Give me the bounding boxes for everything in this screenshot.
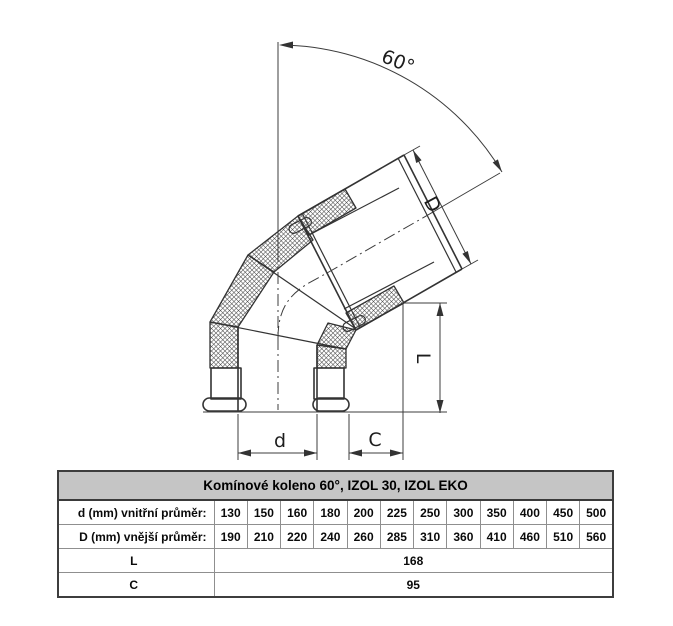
inner-diameter-dimension: [238, 414, 317, 460]
insulation-band-bottom-left: [210, 322, 238, 368]
arc-arrow-right: [493, 159, 502, 172]
angle-label: 60°: [378, 45, 418, 79]
insulation-band-middle-right: [317, 323, 356, 349]
value-cell: 400: [513, 500, 546, 525]
row-label: D (mm) vnější průměr:: [58, 525, 214, 549]
value-cell: 260: [347, 525, 380, 549]
spec-table: [57, 470, 614, 598]
bead-right: [313, 398, 349, 411]
value-cell: 500: [580, 500, 613, 525]
table-title-row: [58, 471, 613, 500]
table-row: [58, 500, 613, 525]
axis-centerline: [327, 212, 433, 273]
value-cell: 460: [513, 525, 546, 549]
value-cell: 150: [247, 500, 280, 525]
value-cell: 160: [281, 500, 314, 525]
value-cell: 180: [314, 500, 347, 525]
row-label: L: [58, 549, 214, 573]
length-dimension: [403, 303, 447, 460]
upper-pipe: [287, 155, 462, 333]
table-title: Komínové koleno 60°, IZOL 30, IZOL EKO: [58, 471, 613, 500]
value-cell: 350: [480, 500, 513, 525]
outer-diameter-label: D: [418, 192, 446, 217]
bead-left: [203, 398, 246, 411]
bend-centerline: [278, 273, 327, 338]
value-cell: 360: [447, 525, 480, 549]
collar-right: [314, 368, 344, 399]
value-cell: 220: [281, 525, 314, 549]
value-cell: 410: [480, 525, 513, 549]
row-label: d (mm) vnitřní průměr:: [58, 500, 214, 525]
value-cell: 285: [380, 525, 413, 549]
table-row: [58, 573, 613, 598]
value-cell: 250: [414, 500, 447, 525]
value-cell: 510: [547, 525, 580, 549]
upper-pipe-insulation-top: [298, 189, 356, 235]
value-cell: 240: [314, 525, 347, 549]
length-label: L: [412, 352, 434, 364]
miter-joint-2: [248, 255, 356, 329]
c-arrow-left: [349, 450, 362, 457]
table-row: [58, 549, 613, 573]
arc-arrow-left: [279, 42, 293, 49]
value-cell: 560: [580, 525, 613, 549]
value-cell: 210: [247, 525, 280, 549]
d-ext-top: [404, 146, 420, 155]
value-cell: 225: [380, 500, 413, 525]
inner-diameter-label: d: [273, 430, 287, 452]
id-arrow-left: [238, 450, 251, 457]
value-cell: 168: [214, 549, 613, 573]
elbow-body: [210, 216, 356, 368]
value-cell: 130: [214, 500, 247, 525]
id-arrow-right: [304, 450, 317, 457]
value-cell: 190: [214, 525, 247, 549]
collar-left: [211, 368, 241, 399]
l-arrow-bottom: [437, 400, 444, 413]
value-cell: 310: [414, 525, 447, 549]
c-arrow-right: [390, 450, 403, 457]
table-row: [58, 525, 613, 549]
value-cell: 200: [347, 500, 380, 525]
offset-label: C: [368, 429, 382, 451]
l-arrow-top: [437, 303, 444, 316]
d-arrow-bottom: [462, 251, 471, 264]
d-arrow-top: [413, 150, 422, 163]
value-cell: 450: [547, 500, 580, 525]
row-label: C: [58, 573, 214, 598]
value-cell: 300: [447, 500, 480, 525]
outer-diameter-dimension: [404, 146, 478, 269]
value-cell: 95: [214, 573, 613, 598]
offset-dimension: [349, 414, 403, 460]
